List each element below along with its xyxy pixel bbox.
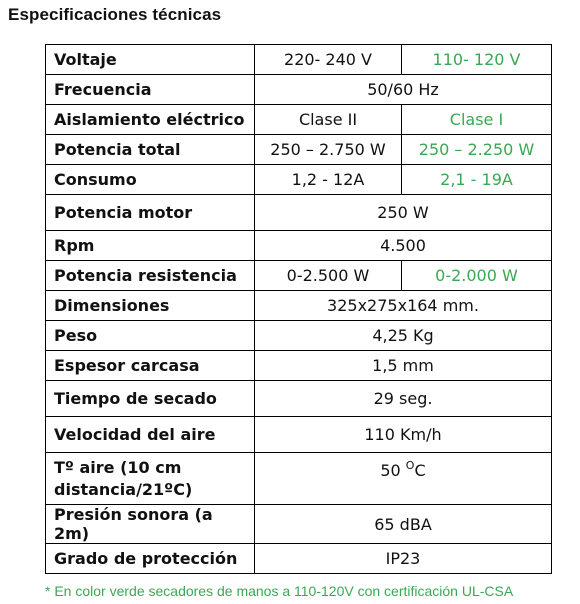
value-dimensiones: 325x275x164 mm.: [255, 291, 552, 321]
value-potencia-total-110v: 250 – 2.250 W: [402, 135, 552, 165]
page-title: Especificaciones técnicas: [8, 5, 222, 24]
row-label-consumo: Consumo: [46, 165, 255, 195]
value-temperatura-unit: C: [414, 461, 426, 480]
row-label-potencia-motor: Potencia motor: [46, 195, 255, 231]
value-grado-proteccion: IP23: [255, 544, 552, 574]
table-row: [46, 45, 552, 75]
value-potencia-total-220v: 250 – 2.750 W: [255, 135, 402, 165]
row-label-frecuencia: Frecuencia: [46, 75, 255, 105]
row-label-dimensiones: Dimensiones: [46, 291, 255, 321]
degree-symbol: O: [405, 459, 415, 472]
row-label-potencia-total: Potencia total: [46, 135, 255, 165]
value-resistencia-110v: 0-2.000 W: [402, 261, 552, 291]
row-label-voltaje: Voltaje: [46, 45, 255, 75]
value-consumo-220v: 1,2 - 12A: [255, 165, 402, 195]
table-row: [46, 321, 552, 351]
value-consumo-110v: 2,1 - 19A: [402, 165, 552, 195]
row-label-potencia-resistencia: Potencia resistencia: [46, 261, 255, 291]
table-row: [46, 505, 552, 544]
row-label-peso: Peso: [46, 321, 255, 351]
value-aislamiento-220v: Clase II: [255, 105, 402, 135]
value-110v: 110- 120 V: [402, 45, 552, 75]
value-220v: 220- 240 V: [255, 45, 402, 75]
table-row: [46, 351, 552, 381]
footnote: * En color verde secadores de manos a 110-120V con certificación UL-CSA: [45, 583, 514, 599]
table-row: [46, 231, 552, 261]
table-row: [46, 544, 552, 574]
row-label-grado-proteccion: Grado de protección: [46, 544, 255, 574]
value-rpm: 4.500: [255, 231, 552, 261]
value-aislamiento-110v: Clase I: [402, 105, 552, 135]
table-row: [46, 261, 552, 291]
table-row: [46, 195, 552, 231]
row-label-rpm: Rpm: [46, 231, 255, 261]
value-temperatura-number: 50: [380, 461, 406, 480]
row-label-presion-sonora: Presión sonora (a 2m): [46, 505, 255, 544]
table-row: [46, 135, 552, 165]
value-presion-sonora: 65 dBA: [255, 505, 552, 544]
value-tiempo-secado: 29 seg.: [255, 381, 552, 417]
table-row: [46, 453, 552, 505]
row-label-espesor-carcasa: Espesor carcasa: [46, 351, 255, 381]
row-label-temperatura-aire: Tº aire (10 cm distancia/21ºC): [46, 453, 255, 505]
value-peso: 4,25 Kg: [255, 321, 552, 351]
table-row: [46, 381, 552, 417]
table-row: [46, 417, 552, 453]
row-label-tiempo-secado: Tiempo de secado: [46, 381, 255, 417]
table-row: [46, 291, 552, 321]
value-potencia-motor: 250 W: [255, 195, 552, 231]
value-velocidad-aire: 110 Km/h: [255, 417, 552, 453]
value-espesor-carcasa: 1,5 mm: [255, 351, 552, 381]
specifications-table: [45, 44, 552, 574]
row-label-aislamiento: Aislamiento eléctrico: [46, 105, 255, 135]
value-resistencia-220v: 0-2.500 W: [255, 261, 402, 291]
table-row: [46, 165, 552, 195]
value-temperatura-aire: [255, 453, 552, 505]
row-label-velocidad-aire: Velocidad del aire: [46, 417, 255, 453]
table-row: [46, 105, 552, 135]
value-frecuencia: 50/60 Hz: [255, 75, 552, 105]
table-row: [46, 75, 552, 105]
